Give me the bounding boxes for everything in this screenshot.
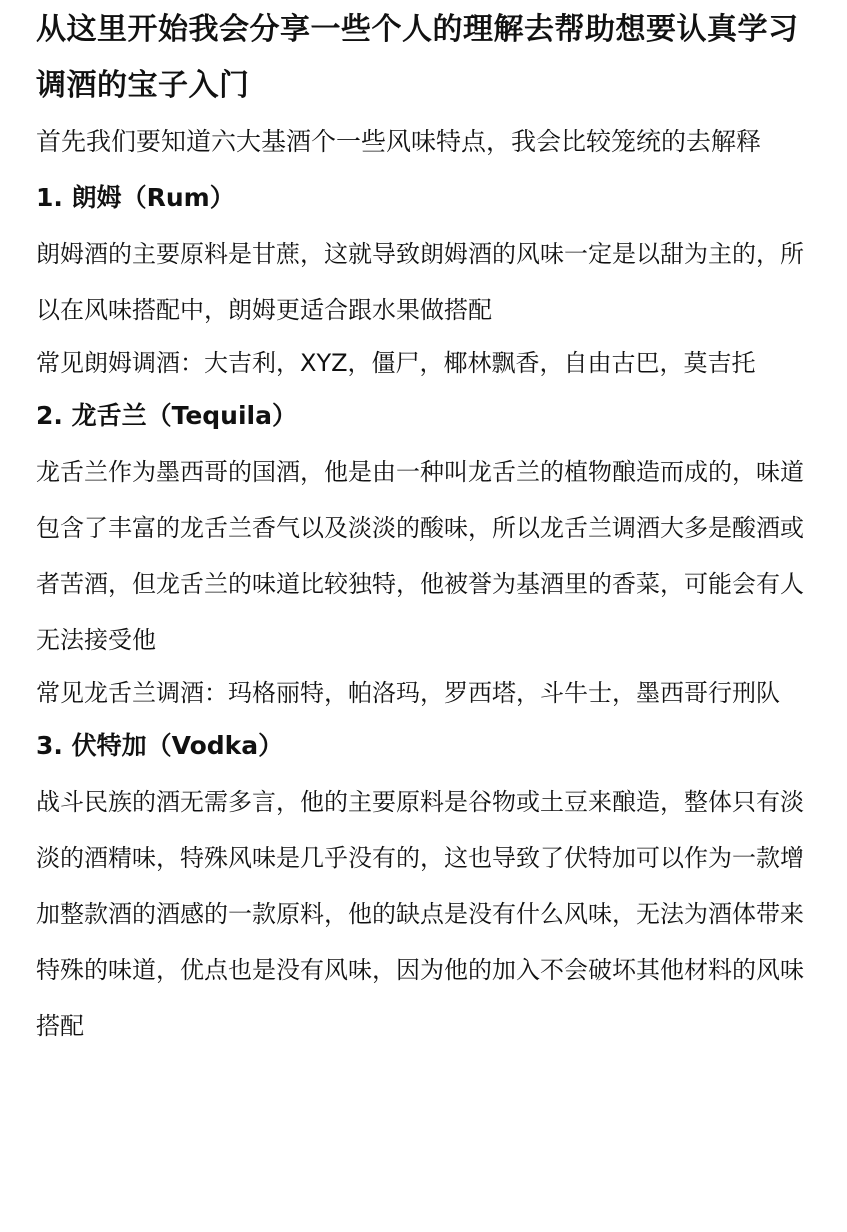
article-title: 从这里开始我会分享一些个人的理解去帮助想要认真学习调酒的宝子入门 [36, 12, 799, 103]
section-heading-vodka: 3. 伏特加（Vodka） [36, 731, 284, 760]
section-description-tequila: 龙舌兰作为墨西哥的国酒，他是由一种叫龙舌兰的植物酿造而成的，味道包含了丰富的龙舌兰香气以及淡淡的酸味，所以龙舌兰调酒大多是酸酒或者苦酒，但龙舌兰的味道比较独特，他被誉为基酒里的香菜，可能会有人无法接受他 [36, 458, 804, 654]
section-heading-tequila: 2. 龙舌兰（Tequila） [36, 401, 297, 430]
section-common-cocktails-tequila: 常见龙舌兰调酒：玛格丽特，帕洛玛，罗西塔，斗牛士，墨西哥行刑队 [36, 679, 780, 707]
section-common-cocktails-rum: 常见朗姆调酒：大吉利，XYZ，僵尸，椰林飘香，自由古巴，莫吉托 [36, 349, 756, 377]
section-heading-rum: 1. 朗姆（Rum） [36, 183, 235, 212]
section-description-rum: 朗姆酒的主要原料是甘蔗，这就导致朗姆酒的风味一定是以甜为主的，所以在风味搭配中，朗姆更适合跟水果做搭配 [36, 240, 804, 324]
intro-paragraph: 首先我们要知道六大基酒个一些风味特点，我会比较笼统的去解释 [36, 127, 762, 156]
section-description-vodka: 战斗民族的酒无需多言，他的主要原料是谷物或土豆来酿造，整体只有淡淡的酒精味，特殊风味是几乎没有的，这也导致了伏特加可以作为一款增加整款酒的酒感的一款原料，他的缺点是没有什么风味，无法为酒体带来特殊的味道，优点也是没有风味，因为他的加入不会破坏其他材料的风味搭配 [36, 788, 804, 1040]
